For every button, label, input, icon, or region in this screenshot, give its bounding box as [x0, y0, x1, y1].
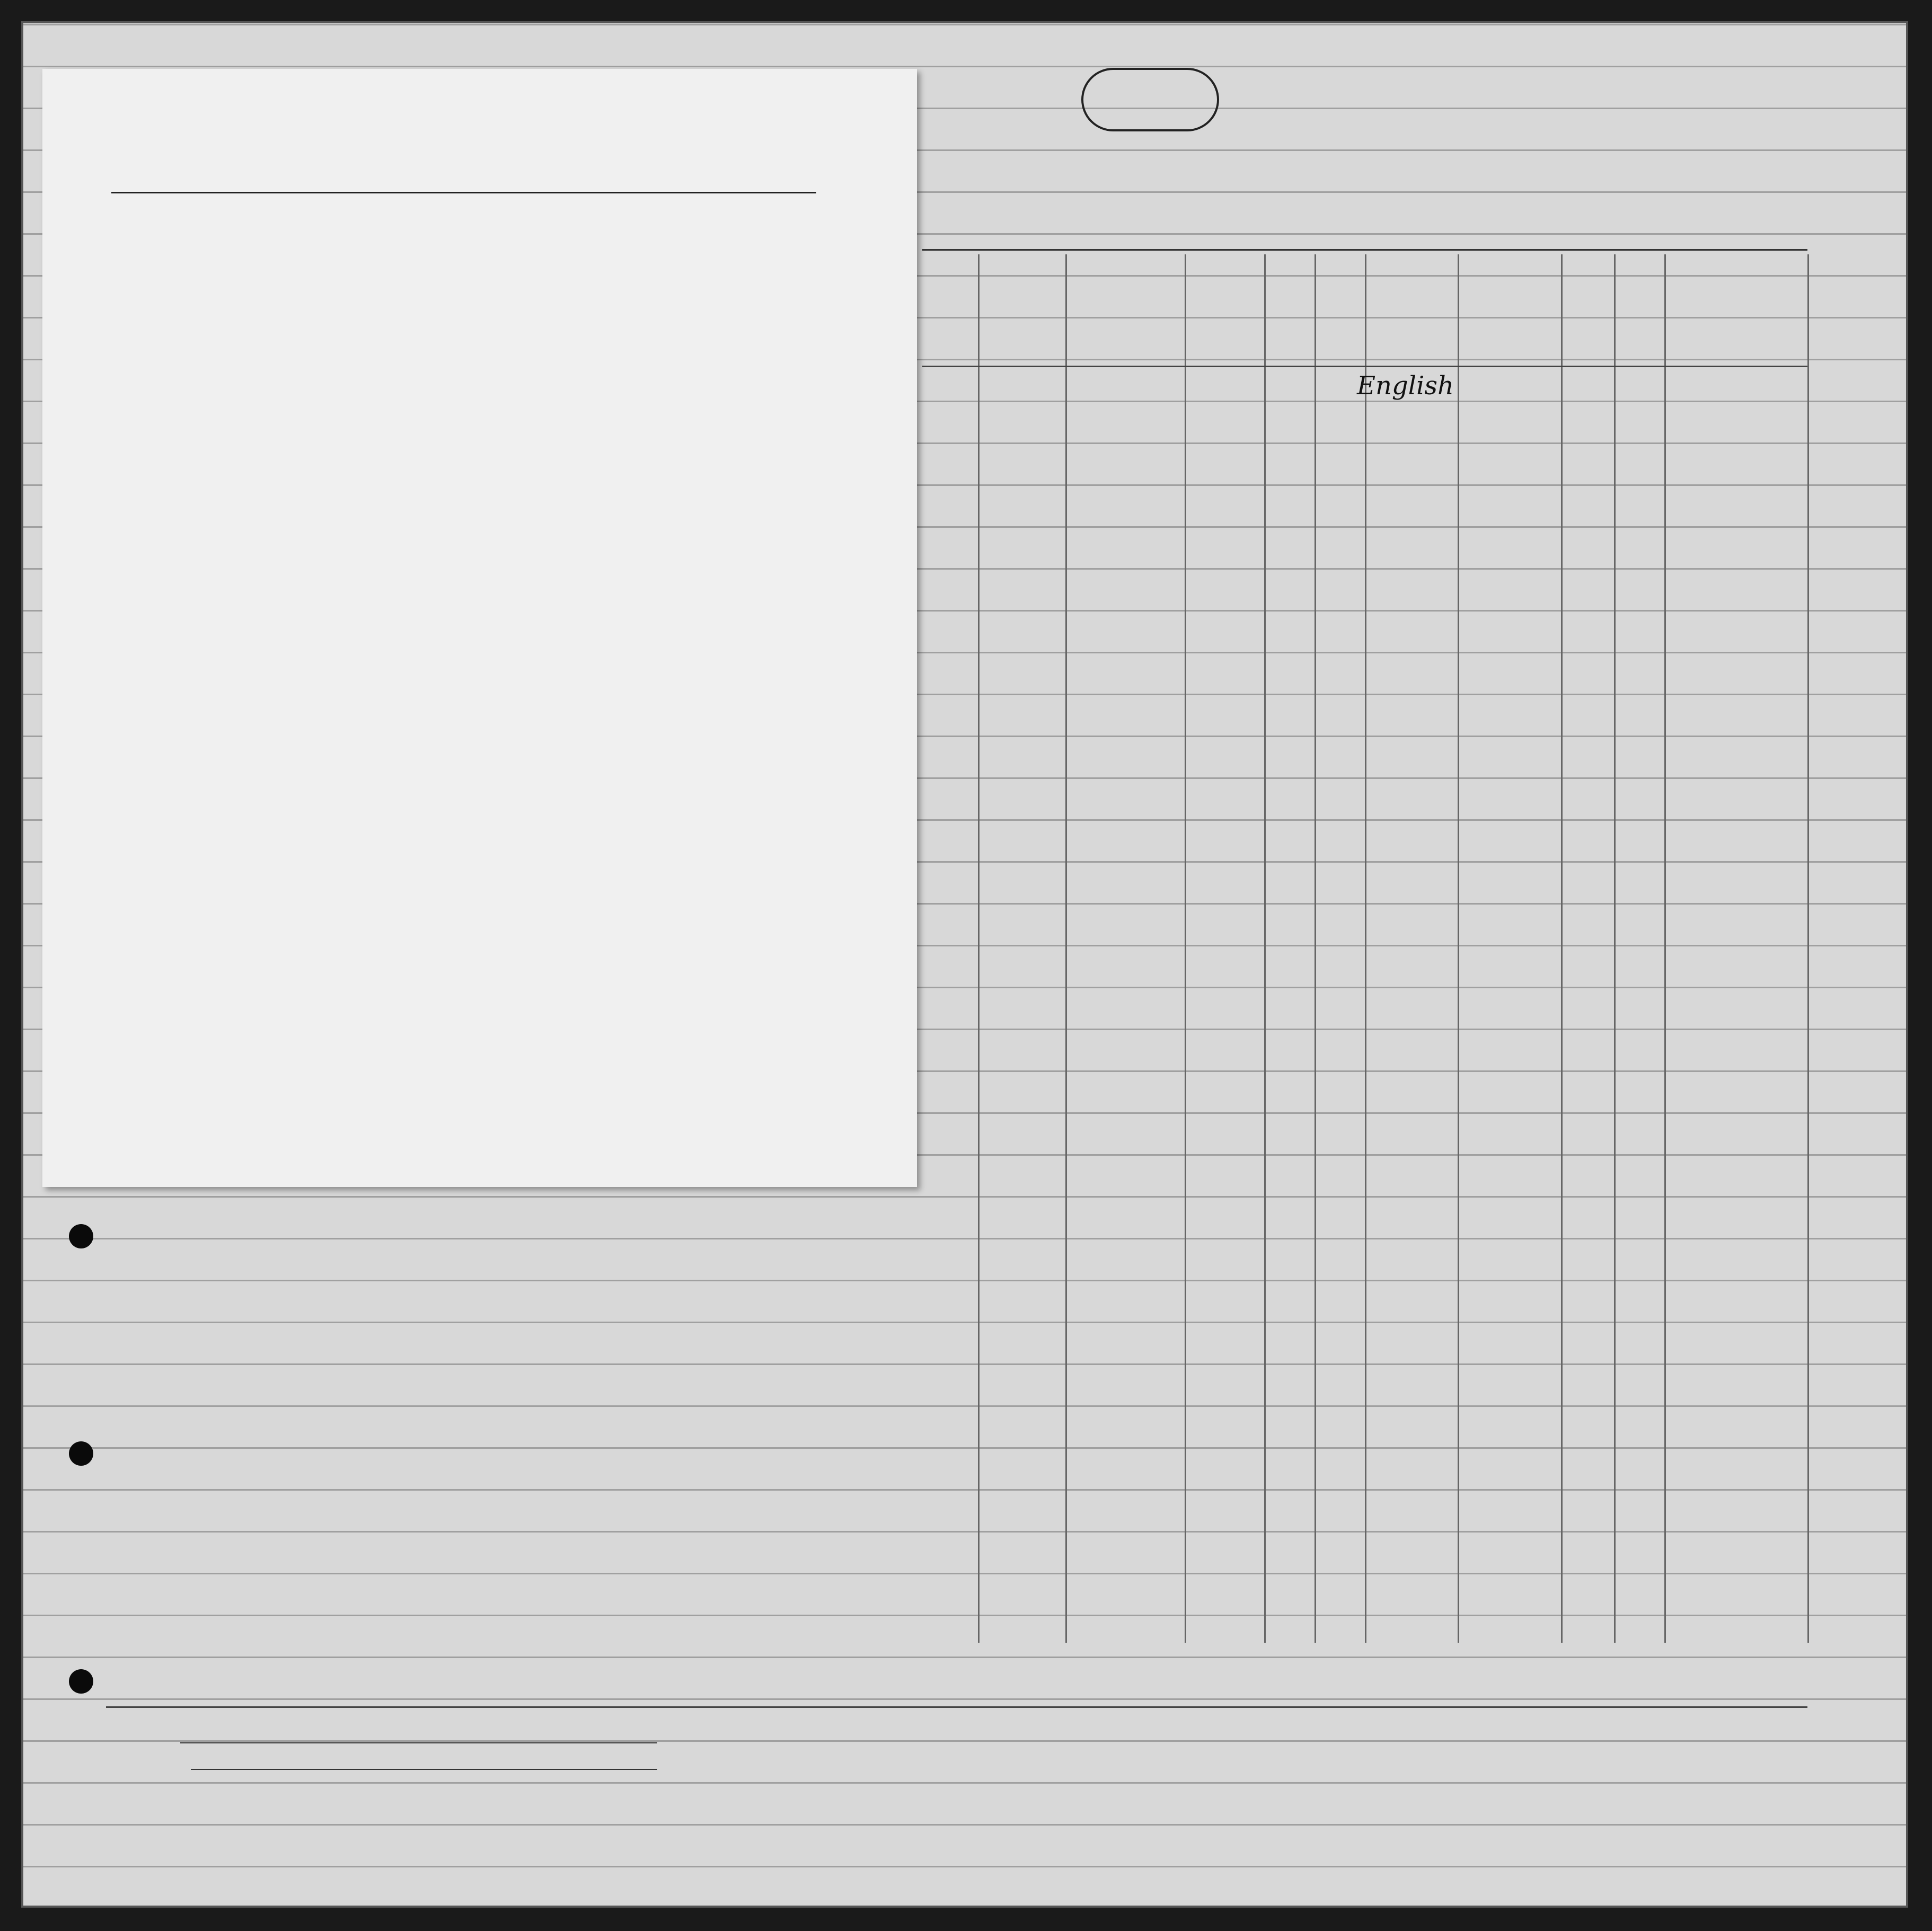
- overlay-rule: [111, 192, 816, 193]
- punch-hole: [69, 1669, 93, 1694]
- line-underline: [180, 1742, 657, 1743]
- column-rule: [1664, 254, 1666, 1643]
- column-rule: [1614, 254, 1616, 1643]
- race-annotation: English: [1357, 371, 1454, 401]
- column-rule: [1458, 254, 1459, 1643]
- column-rule: [1065, 254, 1067, 1643]
- bottom-rule: [106, 1706, 1807, 1708]
- column-rule: [1807, 254, 1809, 1643]
- header-rule: [922, 249, 1807, 251]
- column-rule: [1264, 254, 1266, 1643]
- header-bottom-rule: [922, 366, 1807, 367]
- column-rule: [1561, 254, 1563, 1643]
- column-rule: [1185, 254, 1186, 1643]
- owners-underline: [191, 1769, 657, 1770]
- master-statement: [42, 69, 917, 1187]
- punch-hole: [69, 1224, 93, 1248]
- column-rule: [978, 254, 980, 1643]
- column-rule: [1365, 254, 1366, 1643]
- punch-hole: [69, 1441, 93, 1466]
- column-rule: [1315, 254, 1316, 1643]
- vessel-circle: [1081, 68, 1219, 131]
